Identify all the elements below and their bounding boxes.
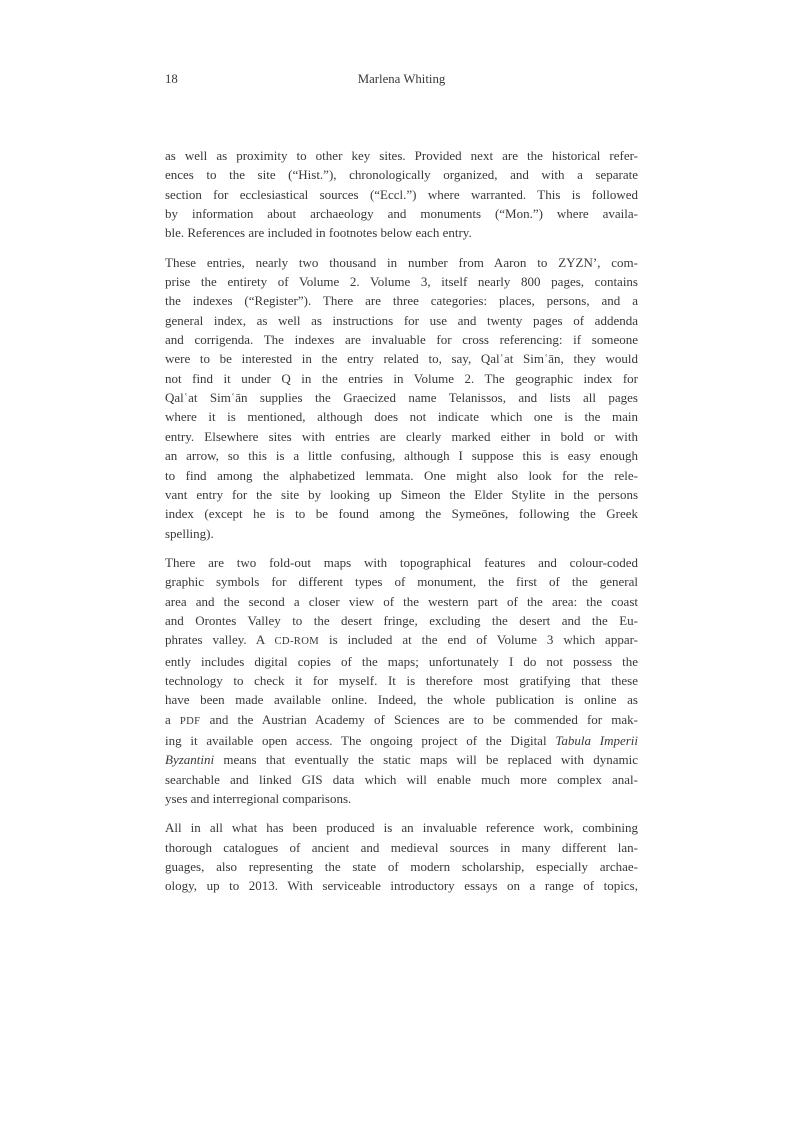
text-segment: yses and interregional comparisons.	[165, 791, 352, 806]
text-line	[165, 407, 638, 426]
text-line	[165, 731, 638, 750]
text-segment: Byzantini	[165, 752, 215, 768]
text-line	[165, 592, 638, 611]
text-line	[165, 485, 638, 504]
text-line	[165, 710, 638, 731]
text-segment: Tabula Imperii	[555, 732, 639, 748]
paragraph	[165, 146, 638, 243]
text-line	[165, 349, 638, 368]
paragraph	[165, 253, 638, 543]
text-line	[165, 630, 638, 651]
text-line	[165, 223, 638, 242]
paragraph	[165, 553, 638, 808]
text-line	[165, 611, 638, 630]
text-segment: spelling).	[165, 525, 214, 541]
text-segment: prise the entirety of Volume 2. Volume 3, itself nearly 800 pages, contains	[165, 274, 638, 290]
text-segment: vant entry for the site by looking up Simeon the Elder Stylite in the persons	[165, 486, 638, 502]
text-line	[165, 857, 638, 876]
text-segment: to find among the alphabetized lemmata. One might also look for the rele-	[165, 467, 638, 483]
text-line	[165, 165, 638, 184]
text-segment: graphic symbols for different types of monument, the first of the general	[165, 574, 638, 590]
text-segment: means that eventually the static maps will be replaced with dynamic	[214, 752, 638, 768]
text-line	[165, 572, 638, 591]
text-segment: where it is mentioned, although does not indicate which one is the main	[165, 409, 638, 425]
text-segment: ences to the site (“Hist.”), chronologically organized, and with a separate	[165, 167, 638, 183]
text-line	[165, 838, 638, 857]
text-segment: ble. References are included in footnotes below each entry.	[165, 225, 472, 241]
text-line	[165, 427, 638, 446]
text-line	[165, 524, 638, 543]
text-line	[165, 204, 638, 223]
paragraph	[165, 818, 638, 895]
text-segment: thorough catalogues of ancient and medieval sources in many different lan-	[165, 839, 638, 855]
text-segment: searchable and linked GIS data which will enable much more complex anal-	[165, 771, 638, 787]
text-line	[165, 671, 638, 690]
text-line	[165, 185, 638, 204]
text-line	[165, 876, 638, 895]
text-line	[165, 750, 638, 769]
text-segment: CD-ROM	[274, 636, 320, 648]
text-segment: as well as proximity to other key sites. Provided next are the historical refer-	[165, 148, 638, 163]
text-line	[165, 272, 638, 291]
running-head: Marlena Whiting	[357, 72, 446, 86]
text-line	[165, 388, 638, 407]
text-line	[165, 504, 638, 523]
text-line	[165, 253, 638, 272]
page-number: 18	[165, 72, 178, 86]
text-line	[165, 818, 638, 837]
text-segment: an arrow, so this is a little confusing, although I suppose this is easy enough	[165, 448, 638, 464]
text-block	[165, 146, 638, 906]
text-line	[165, 789, 638, 808]
text-line	[165, 369, 638, 388]
text-line	[165, 330, 638, 349]
text-line	[165, 446, 638, 465]
text-segment: the indexes (“Register”). There are three categories: places, persons, and a	[165, 293, 638, 309]
page-header	[165, 70, 638, 88]
text-segment: area and the second a closer view of the western part of the area: the coast	[165, 593, 638, 609]
text-segment: is included at the end of Volume 3 which appar-	[319, 632, 638, 648]
text-line	[165, 770, 638, 789]
text-line	[165, 311, 638, 330]
text-line	[165, 690, 638, 709]
text-segment: These entries, nearly two thousand in number from Aaron to ZYZN’, com-	[165, 254, 638, 270]
text-line	[165, 291, 638, 310]
text-segment: ently includes digital copies of the maps; unfortunately I do not possess the	[165, 653, 638, 669]
text-segment: and corrigenda. The indexes are invaluable for cross referencing: if someone	[165, 332, 638, 348]
text-segment: There are two fold-out maps with topographical features and colour-coded	[165, 554, 638, 570]
text-line	[165, 553, 638, 572]
text-segment: phrates valley. A	[165, 632, 275, 648]
text-line	[165, 652, 638, 671]
text-segment: guages, also representing the state of modern scholarship, especially archae-	[165, 859, 638, 875]
text-segment: ing it available open access. The ongoing project of the Digital	[165, 732, 556, 748]
text-segment: entry. Elsewhere sites with entries are clearly marked either in bold or with	[165, 428, 638, 444]
text-segment: section for ecclesiastical sources (“Eccl.”) where warranted. This is followed	[165, 186, 638, 202]
text-segment: by information about archaeology and monuments (“Mon.”) where availa-	[165, 206, 638, 222]
text-line	[165, 466, 638, 485]
text-segment: general index, as well as instructions for use and twenty pages of addenda	[165, 312, 638, 328]
text-segment: and Orontes Valley to the desert fringe, excluding the desert and the Eu-	[165, 612, 638, 628]
text-segment: a	[165, 711, 180, 727]
text-line	[165, 146, 638, 165]
text-segment: have been made available online. Indeed, the whole publication is online as	[165, 692, 638, 708]
text-segment: not find it under Q in the entries in Volume 2. The geographic index for	[165, 370, 638, 386]
text-segment: PDF	[179, 715, 201, 727]
text-segment: All in all what has been produced is an invaluable reference work, combining	[165, 820, 638, 836]
text-segment: ology, up to 2013. With serviceable introductory essays on a range of topics,	[165, 878, 638, 894]
text-segment: and the Austrian Academy of Sciences are to be commended for mak-	[200, 711, 638, 727]
text-segment: index (except he is to be found among the Symeōnes, following the Greek	[165, 506, 638, 522]
text-segment: were to be interested in the entry related to, say, Qalʿat Simʿān, they would	[165, 351, 638, 367]
text-segment: technology to check it for myself. It is therefore most gratifying that these	[165, 672, 638, 688]
text-segment: Qalʿat Simʿān supplies the Graecized name Telanissos, and lists all pages	[165, 390, 638, 406]
